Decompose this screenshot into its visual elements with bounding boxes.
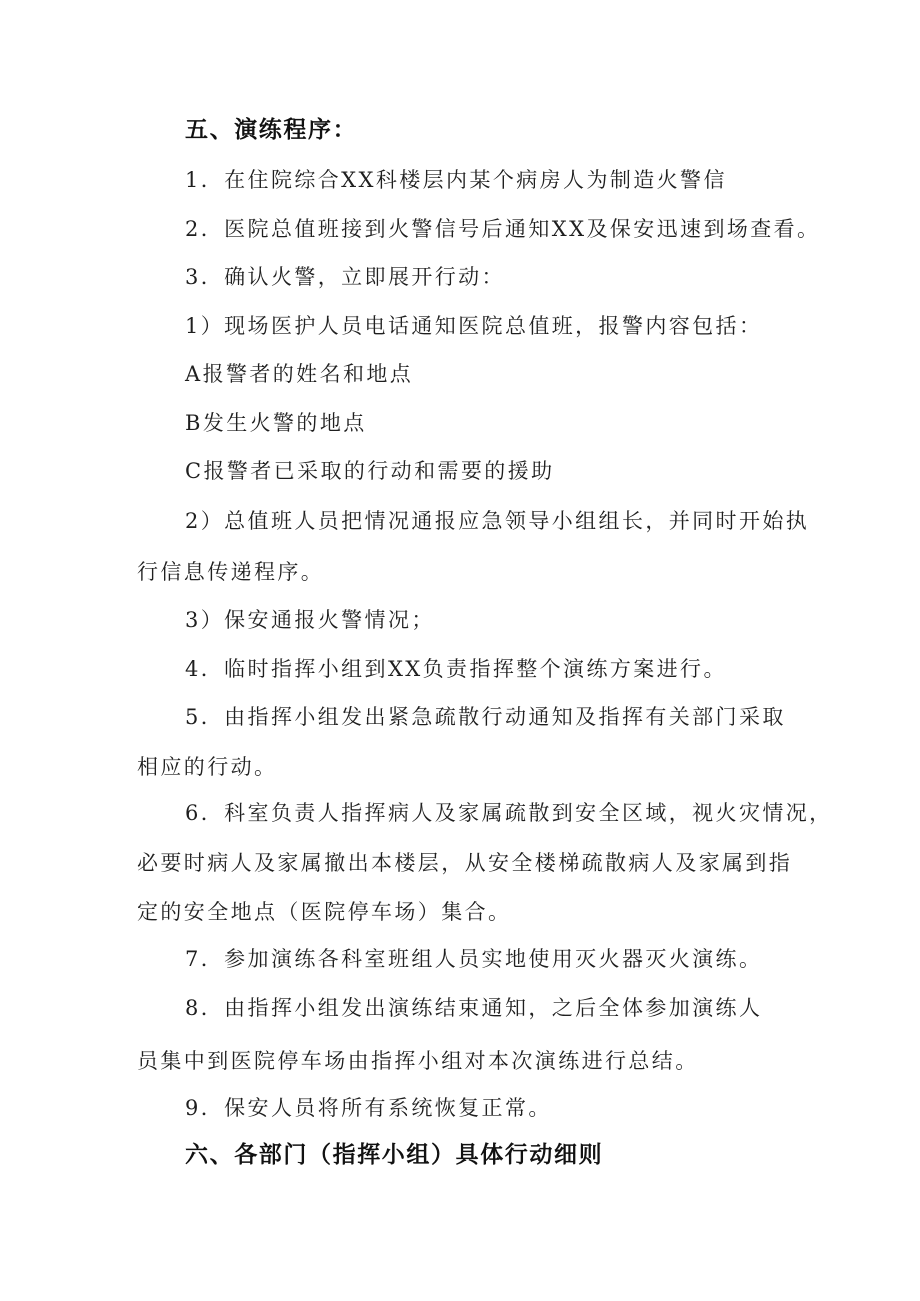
paragraph-line: 必要时病人及家属撤出本楼层，从安全楼梯疏散病人及家属到指 <box>137 851 793 875</box>
section-heading-6: 六、各部门（指挥小组）具体行动细则 <box>185 1142 604 1168</box>
paragraph-line: 2．医院总值班接到火警信号后通知XX及保安迅速到场查看。 <box>185 217 821 241</box>
paragraph-line: 7．参加演练各科室班组人员实地使用灭火器灭火演练。 <box>185 947 763 971</box>
paragraph-line: 员集中到医院停车场由指挥小组对本次演练进行总结。 <box>137 1049 699 1073</box>
paragraph-line: 1）现场医护人员电话通知医院总值班，报警内容包括： <box>185 314 763 338</box>
paragraph-line: 2）总值班人员把情况通报应急领导小组组长，并同时开始执 <box>185 509 810 533</box>
paragraph-line: 5．由指挥小组发出紧急疏散行动通知及指挥有关部门采取 <box>185 705 786 729</box>
paragraph-line: 相应的行动。 <box>137 755 278 779</box>
paragraph-line: A报警者的姓名和地点 <box>185 362 414 386</box>
paragraph-line: 4．临时指挥小组到XX负责指挥整个演练方案进行。 <box>185 657 727 681</box>
paragraph-line: 8．由指挥小组发出演练结束通知，之后全体参加演练人 <box>185 996 763 1020</box>
paragraph-line: C报警者已采取的行动和需要的援助 <box>185 459 555 483</box>
section-heading-5: 五、演练程序： <box>185 117 358 143</box>
paragraph-line: 3．确认火警，立即展开行动： <box>185 265 505 289</box>
paragraph-line: 3）保安通报火警情况； <box>185 608 435 632</box>
paragraph-line: 定的安全地点（医院停车场）集合。 <box>137 900 512 924</box>
paragraph-line: 行信息传递程序。 <box>137 560 325 584</box>
paragraph-line: 6．科室负责人指挥病人及家属疏散到安全区域，视火灾情况， <box>185 801 833 825</box>
paragraph-line: 9．保安人员将所有系统恢复正常。 <box>185 1096 552 1120</box>
paragraph-line: 1．在住院综合XX科楼层内某个病房人为制造火警信 <box>185 168 727 192</box>
paragraph-line: B发生火警的地点 <box>185 411 367 435</box>
